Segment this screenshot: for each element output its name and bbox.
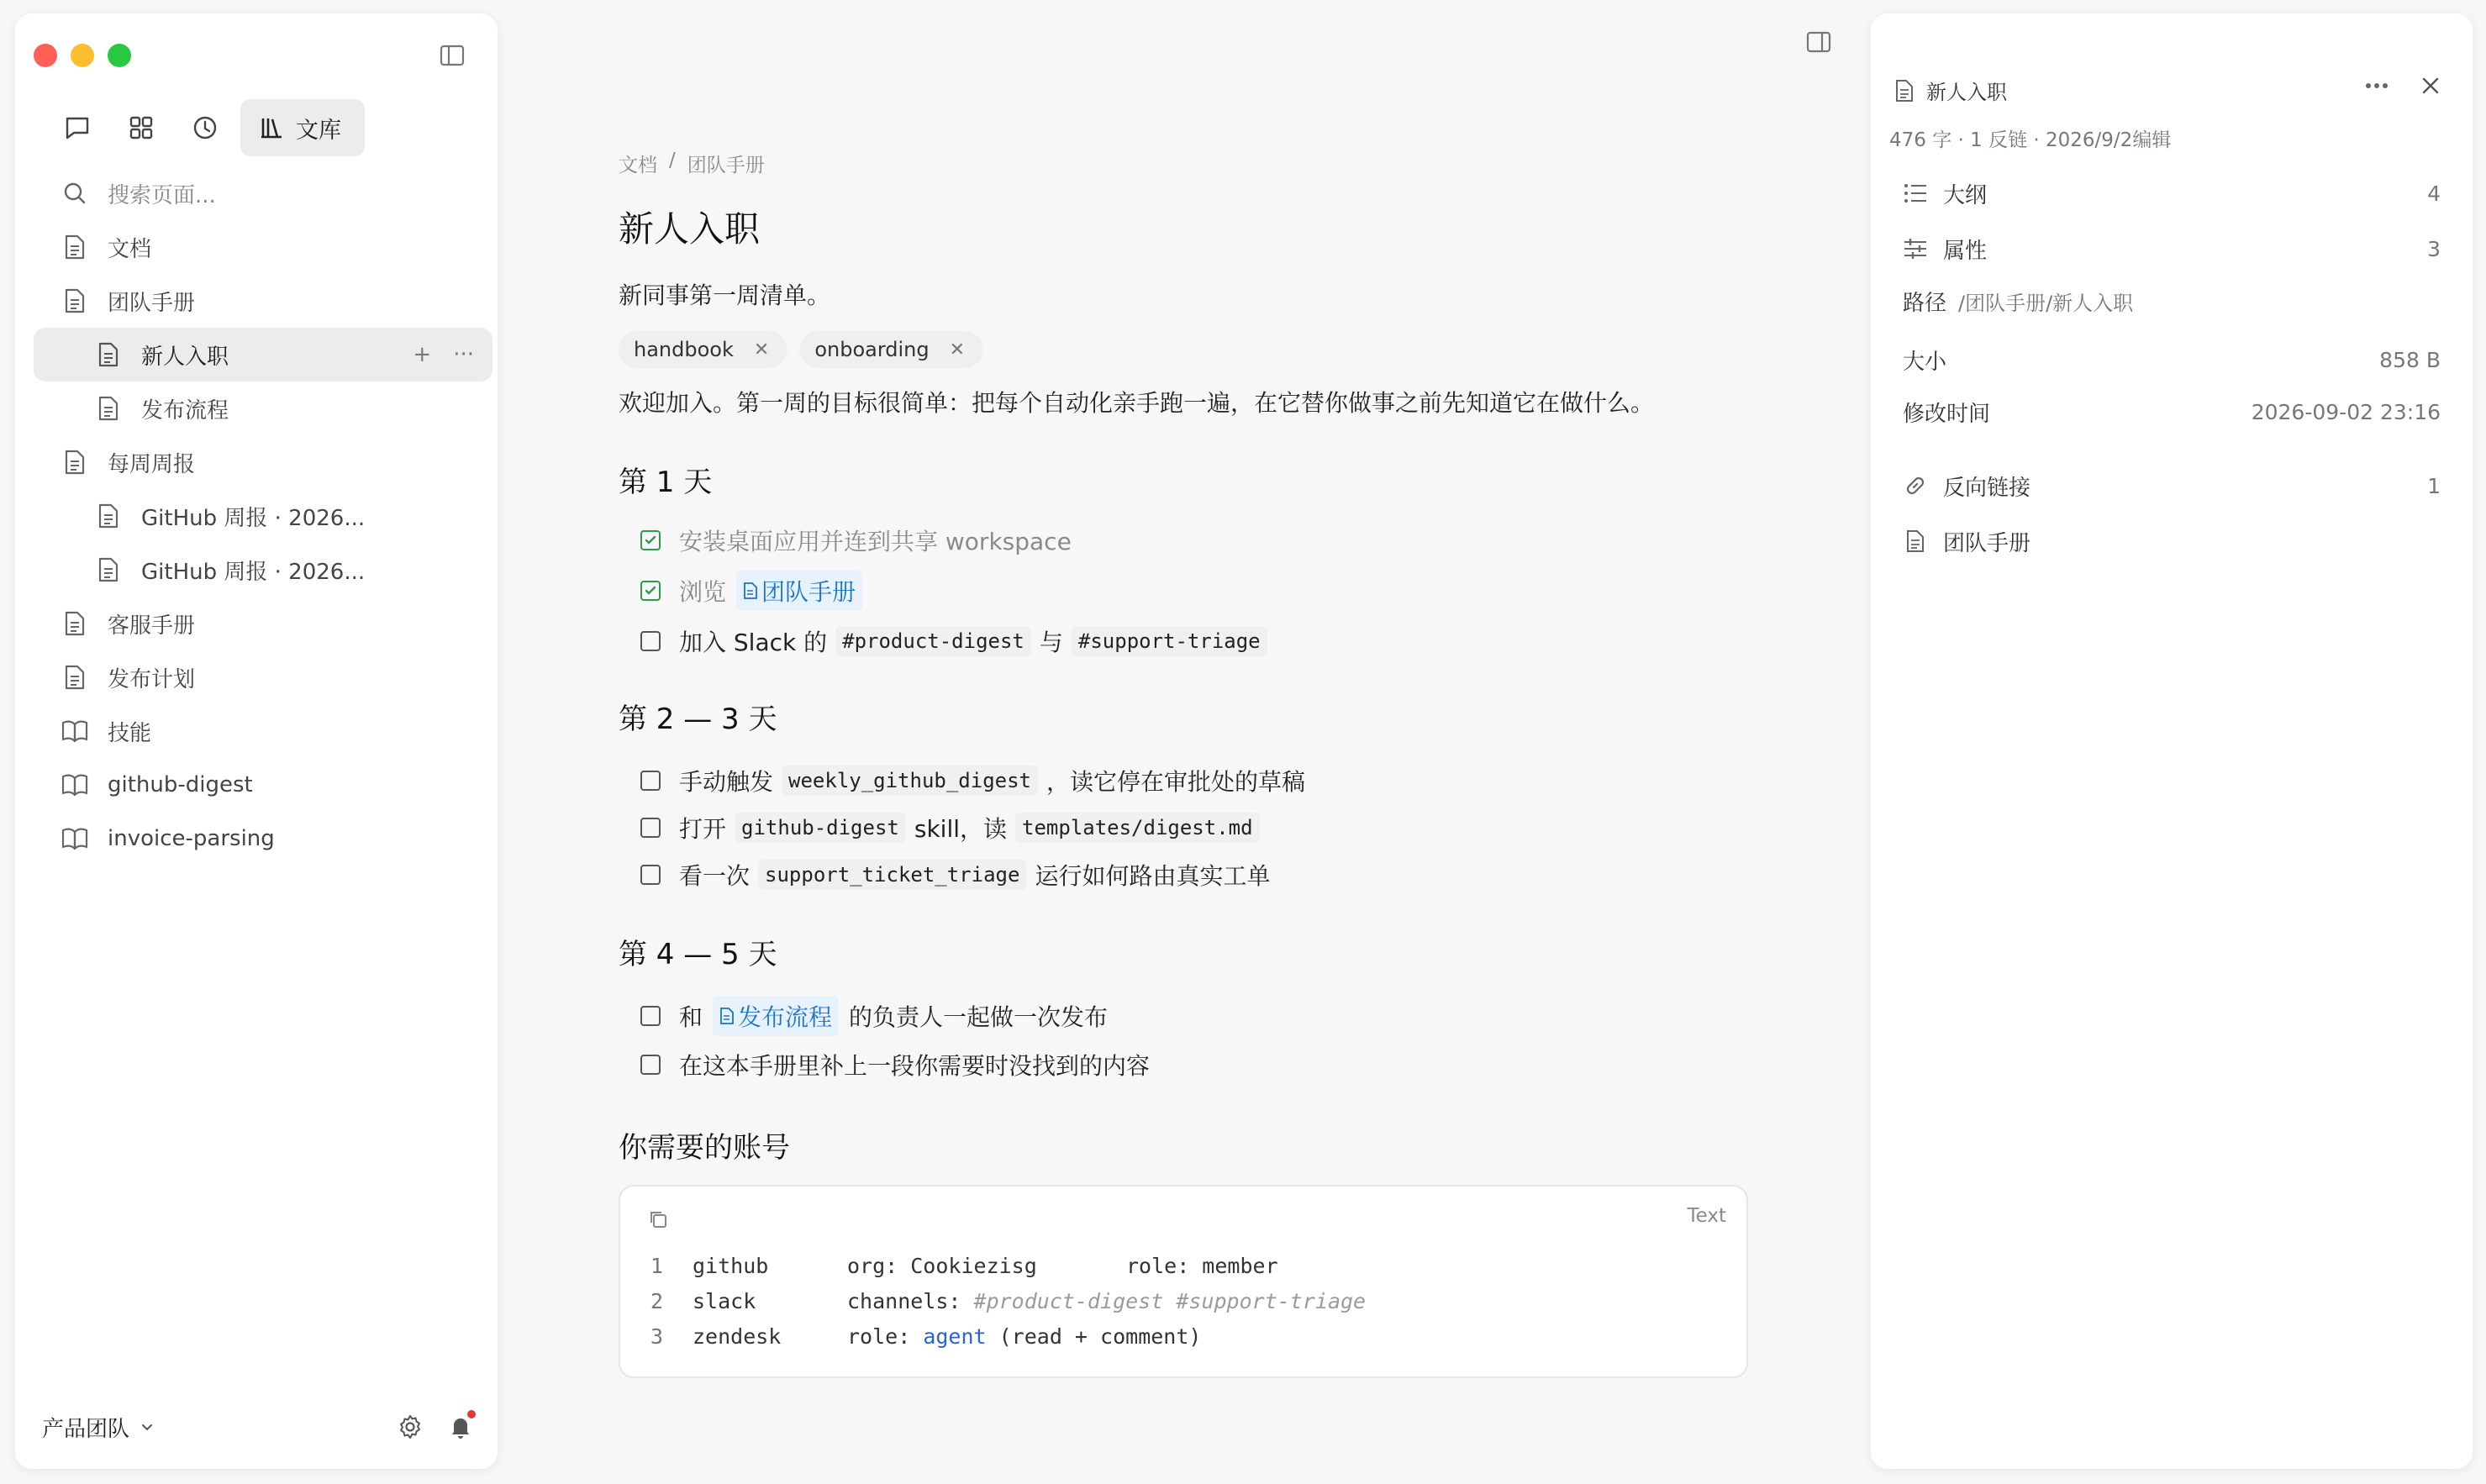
book-icon — [61, 824, 89, 853]
inline-code: templates/digest.md — [1015, 813, 1260, 843]
search-placeholder: 搜索页面... — [108, 182, 216, 208]
task-text: 在这本手册里补上一段你需要时没找到的内容 — [679, 1052, 1151, 1080]
checkbox[interactable] — [640, 1055, 661, 1075]
chat-mode-button[interactable] — [49, 99, 106, 156]
sidebar-item-label: 文档 — [108, 236, 152, 262]
sidebar-item-github-report-1[interactable] — [34, 489, 492, 543]
code-token: zendesk — [693, 1324, 782, 1349]
document-icon — [719, 1007, 735, 1025]
sidebar-footer — [42, 1407, 474, 1447]
breadcrumb-item[interactable]: 文档 — [619, 155, 657, 176]
window-controls — [34, 44, 131, 67]
task-text: skill，读 — [914, 815, 1008, 843]
task-text: 看一次 — [679, 862, 751, 890]
team-name: 产品团队 — [42, 1416, 130, 1442]
checkbox-checked[interactable] — [640, 581, 661, 601]
minimize-window-button[interactable] — [71, 44, 94, 67]
more-horizontal-icon — [2365, 82, 2389, 89]
checklist-item — [640, 995, 1108, 1037]
checkbox[interactable] — [640, 818, 661, 838]
task-text: 与 — [1039, 629, 1063, 656]
sidebar-item-support-handbook[interactable] — [34, 597, 492, 650]
code-token: slack — [693, 1289, 756, 1313]
sidebar-item-release-plan[interactable] — [34, 650, 492, 704]
outline-count: 4 — [2427, 181, 2441, 206]
sidebar-item-label: 技能 — [108, 720, 152, 746]
sidebar-toggle-icon[interactable] — [439, 42, 466, 69]
task-text: 和 — [679, 1003, 703, 1031]
sidebar-item-release-process[interactable] — [34, 382, 492, 435]
sidebar-item-label: GitHub 周报 · 2026... — [141, 505, 366, 531]
chevron-down-icon — [140, 1419, 155, 1434]
history-mode-button[interactable] — [176, 99, 234, 156]
document-icon — [61, 287, 89, 315]
checklist-item — [640, 620, 1276, 662]
sidebar-item-label: 发布流程 — [141, 397, 229, 424]
library-icon — [257, 113, 286, 142]
sidebar-item-label: invoice-parsing — [108, 826, 275, 851]
code-line — [650, 1254, 1366, 1289]
breadcrumb-separator: / — [669, 150, 676, 171]
settings-button[interactable] — [397, 1413, 424, 1440]
sidebar-item-label: 团队手册 — [108, 290, 196, 316]
checklist-item — [640, 807, 1268, 849]
backlink-label: 团队手册 — [1943, 530, 2031, 556]
page-tree — [34, 166, 492, 866]
panel-toggle-icon[interactable] — [1805, 29, 1832, 55]
inline-code: github-digest — [735, 813, 906, 843]
copy-button[interactable] — [647, 1208, 669, 1230]
sidebar-item-team-handbook[interactable] — [34, 274, 492, 328]
remove-tag-icon[interactable]: ✕ — [753, 339, 770, 360]
checklist-item — [640, 854, 1270, 896]
path-value: /团队手册/新人入职 — [1958, 291, 2134, 315]
document-icon — [1903, 529, 1928, 554]
task-text: 运行如何路由真实工单 — [1035, 862, 1271, 890]
library-mode-label: 文库 — [296, 117, 341, 144]
sidebar-item-label: 客服手册 — [108, 613, 196, 639]
document-icon — [61, 663, 89, 692]
inline-code: #support-triage — [1072, 626, 1267, 656]
page-link-label: 发布流程 — [738, 1003, 833, 1031]
document-icon — [94, 502, 123, 530]
code-token: org: Cookiezisg — [847, 1254, 1037, 1278]
section-heading[interactable]: 第 2 — 3 天 — [619, 703, 777, 736]
search-pages-input[interactable] — [34, 166, 492, 220]
panel-title: 新人入职 — [1926, 81, 2007, 104]
inline-code: #product-digest — [835, 626, 1031, 656]
remove-tag-icon[interactable]: ✕ — [949, 339, 966, 360]
search-icon — [61, 179, 89, 208]
code-keyword: agent — [923, 1324, 987, 1349]
document-icon — [94, 394, 123, 423]
backlinks-row[interactable] — [1903, 469, 2441, 503]
chat-icon — [63, 113, 92, 142]
section-heading[interactable]: 第 4 — 5 天 — [619, 938, 777, 971]
task-text: 的负责人一起做一次发布 — [849, 1003, 1109, 1031]
book-icon — [61, 717, 89, 745]
task-text: 浏览 — [679, 578, 727, 606]
size-row — [1903, 343, 2441, 376]
checklist-item — [640, 1044, 1150, 1086]
outline-row[interactable] — [1903, 176, 2441, 210]
document-icon — [61, 448, 89, 476]
close-icon — [2420, 76, 2441, 96]
backlinks-count: 1 — [2427, 473, 2441, 498]
document-stats: 476 字 · 1 反链 · 2026/9/2编辑 — [1889, 129, 2172, 151]
grid-icon — [127, 113, 155, 142]
backlink-item[interactable] — [1903, 524, 2441, 558]
checklist-item — [640, 570, 872, 612]
sidebar-item-label: 发布计划 — [108, 666, 196, 692]
apps-mode-button[interactable] — [113, 99, 170, 156]
checkbox[interactable] — [640, 631, 661, 651]
page-link-label: 团队手册 — [761, 578, 856, 606]
modified-row — [1903, 395, 2441, 429]
link-icon — [1903, 473, 1928, 498]
document-icon — [61, 233, 89, 261]
line-number: 2 — [650, 1289, 664, 1313]
document-icon — [94, 340, 123, 369]
gear-icon — [397, 1413, 424, 1440]
code-line — [650, 1289, 1366, 1324]
sidebar-item-github-report-2[interactable] — [34, 543, 492, 597]
notification-badge — [467, 1410, 476, 1418]
properties-count: 3 — [2427, 236, 2441, 261]
path-row — [1903, 284, 2441, 318]
sidebar-item-docs[interactable] — [34, 220, 492, 274]
sidebar-item-github-digest[interactable] — [34, 758, 492, 812]
properties-row[interactable] — [1903, 232, 2441, 266]
document-icon — [61, 609, 89, 638]
check-icon — [644, 534, 657, 547]
page-title[interactable]: 新人入职 — [619, 208, 761, 250]
task-text: ，读它停在审批处的草稿 — [1046, 768, 1306, 796]
sidebar-item-skills[interactable] — [34, 704, 492, 758]
notifications-button[interactable] — [447, 1413, 474, 1440]
task-text: 打开 — [679, 815, 727, 843]
checkbox[interactable] — [640, 1006, 661, 1026]
modified-value: 2026-09-02 23:16 — [2251, 399, 2441, 424]
book-icon — [61, 771, 89, 799]
sidebar-item-invoice-parsing[interactable] — [34, 812, 492, 866]
page-link[interactable] — [736, 571, 862, 611]
mode-switcher — [49, 99, 365, 156]
sidebar-item-onboarding[interactable] — [34, 328, 492, 382]
more-options-button[interactable]: ··· — [453, 342, 474, 367]
sidebar-item-label: GitHub 周报 · 2026... — [141, 559, 366, 585]
inline-code: support_ticket_triage — [758, 860, 1026, 890]
sliders-icon — [1903, 236, 1928, 261]
document-icon — [94, 555, 123, 584]
sidebar-item-weekly-reports[interactable] — [34, 435, 492, 489]
line-number: 1 — [650, 1254, 664, 1278]
page-description[interactable]: 新同事第一周清单。 — [619, 282, 831, 309]
properties-label: 属性 — [1943, 238, 1988, 264]
backlinks-label: 反向链接 — [1943, 475, 2031, 501]
code-token: github — [693, 1254, 769, 1278]
library-mode-button[interactable] — [240, 99, 365, 156]
inline-code: weekly_github_digest — [782, 766, 1038, 796]
info-panel — [1871, 13, 2473, 1469]
checklist-item — [640, 519, 1072, 561]
line-number: 3 — [650, 1324, 664, 1349]
tag-label: handbook — [634, 338, 734, 361]
document-icon — [1894, 79, 1915, 103]
size-value: 858 B — [2379, 347, 2441, 372]
path-label: 路径 — [1903, 290, 1947, 316]
breadcrumb — [619, 150, 765, 177]
sidebar — [15, 13, 498, 1469]
clock-icon — [191, 113, 219, 142]
outline-label: 大纲 — [1943, 182, 1988, 208]
panel-header — [1894, 76, 2007, 105]
section-heading[interactable]: 第 1 天 — [619, 466, 713, 499]
tag-label: onboarding — [814, 338, 930, 361]
add-subpage-button[interactable]: + — [413, 342, 432, 367]
checkbox[interactable] — [640, 771, 661, 791]
more-options-button[interactable] — [2365, 82, 2389, 89]
close-window-button[interactable] — [34, 44, 57, 67]
task-text: 手动触发 — [679, 768, 774, 796]
code-comment: #product-digest #support-triage — [973, 1289, 1367, 1313]
tag-chip[interactable] — [799, 331, 983, 368]
code-token: role: — [847, 1324, 924, 1349]
checkbox[interactable] — [640, 865, 661, 885]
section-heading[interactable]: 你需要的账号 — [619, 1131, 790, 1165]
sidebar-item-label: 新人入职 — [141, 344, 229, 370]
panel-tools — [2365, 76, 2441, 96]
list-icon — [1903, 181, 1928, 206]
code-language-label[interactable]: Text — [1687, 1205, 1726, 1227]
team-switcher[interactable] — [42, 1412, 155, 1443]
document-icon — [743, 581, 758, 600]
checklist-item — [640, 760, 1305, 802]
close-panel-button[interactable] — [2420, 76, 2441, 96]
task-text: 加入 Slack 的 — [679, 629, 828, 656]
tag-chip[interactable] — [619, 331, 787, 368]
size-label: 大小 — [1903, 349, 1947, 375]
code-token: (read + comment) — [986, 1324, 1202, 1349]
code-token: channels: — [847, 1289, 974, 1313]
task-text: 安装桌面应用并连到共享 workspace — [679, 528, 1072, 555]
tag-list — [619, 331, 983, 368]
code-line — [650, 1324, 1366, 1360]
sidebar-item-label: 每周周报 — [108, 451, 196, 477]
checkbox-checked[interactable] — [640, 530, 661, 550]
copy-icon — [647, 1208, 669, 1230]
modified-label: 修改时间 — [1903, 401, 1991, 427]
breadcrumb-item[interactable]: 团队手册 — [687, 155, 765, 176]
zoom-window-button[interactable] — [108, 44, 131, 67]
sidebar-item-label: github-digest — [108, 772, 253, 797]
page-link[interactable] — [713, 996, 839, 1036]
code-token: role: member — [1126, 1254, 1278, 1278]
code-block[interactable] — [619, 1185, 1748, 1378]
intro-paragraph[interactable]: 欢迎加入。第一周的目标很简单：把每个自动化亲手跑一遍，在它替你做事之前先知道它在做什么。 — [619, 389, 1655, 417]
check-icon — [644, 584, 657, 597]
code-content — [650, 1254, 1366, 1360]
